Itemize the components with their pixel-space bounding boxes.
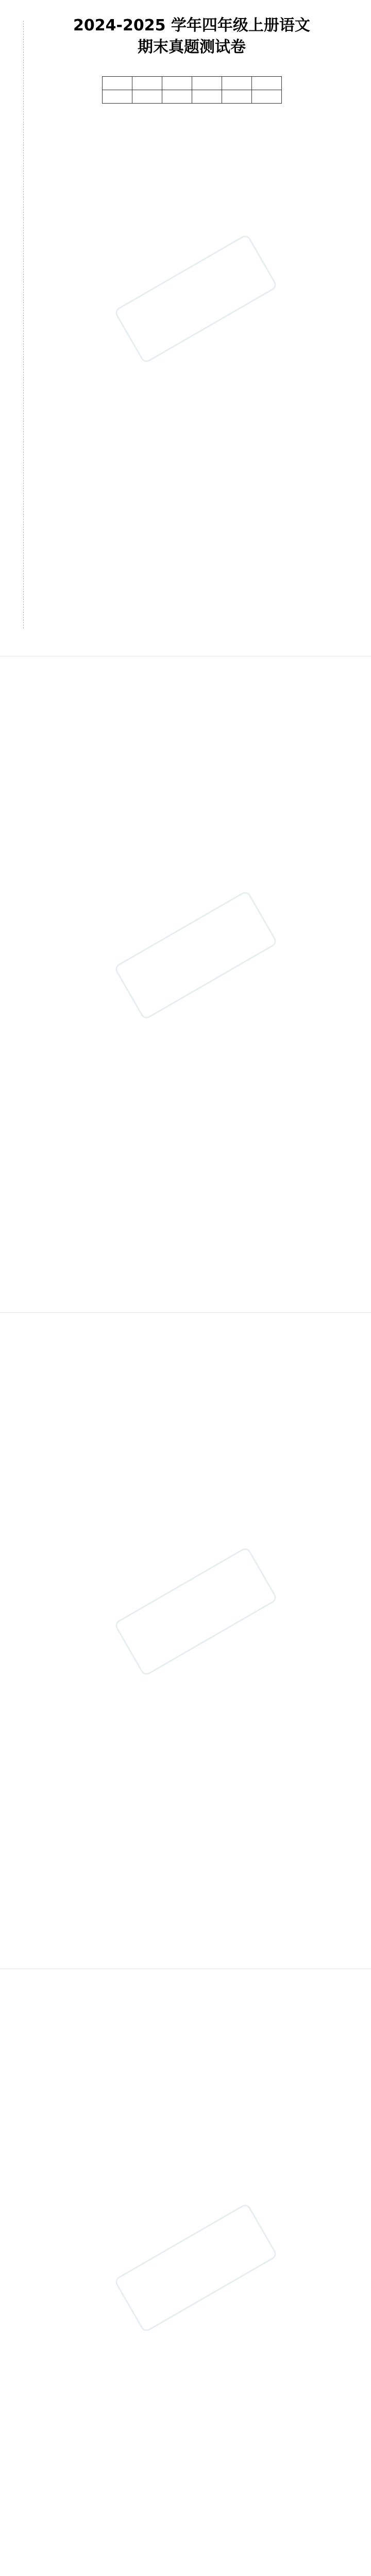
answer-text: [31, 751, 352, 767]
section-heading: [31, 1328, 352, 1344]
answer-text: [31, 2064, 352, 2079]
exam-page-2: [0, 656, 371, 1313]
exam-page-3: [0, 1313, 371, 1969]
score-table-cell: [192, 77, 222, 90]
score-table-cell: [132, 90, 162, 104]
page-footer: [0, 1295, 371, 1302]
page-content: [31, 1985, 352, 2079]
score-table-cell: [222, 77, 251, 90]
page-footer: [0, 638, 371, 646]
page-footer: [0, 1951, 371, 1958]
document-subtitle: 期末真题测试卷: [138, 38, 246, 56]
score-table: [102, 76, 282, 104]
exam-info: [31, 62, 352, 73]
score-table-cell: [102, 77, 132, 90]
answer-text: [31, 1408, 352, 1423]
score-table-cell: [132, 77, 162, 90]
watermark-logo: [113, 233, 278, 364]
score-table-cell: [251, 90, 281, 104]
score-table-header-row: [102, 77, 281, 90]
question-heading: [31, 129, 352, 144]
score-table-cell: [222, 90, 251, 104]
watermark-logo: [113, 890, 278, 1021]
score-table-cell: [192, 90, 222, 104]
score-table-score-row: [102, 90, 281, 104]
document-title: 2024-2025 学年四年级上册语文: [73, 16, 310, 35]
question-heading: [31, 2003, 352, 2018]
answer-text: [31, 190, 352, 206]
score-table-cell: [251, 77, 281, 90]
question-text: [31, 2018, 352, 2064]
watermark-logo: [113, 2202, 278, 2333]
watermark-logo: [113, 1546, 278, 1677]
page-content: [31, 1328, 352, 1423]
exam-page-1: [0, 0, 371, 656]
section-heading: [31, 1985, 352, 2000]
binding-margin: [0, 21, 24, 629]
score-table-cell: [102, 90, 132, 104]
page-content: [31, 15, 352, 206]
question-text: [31, 705, 352, 751]
section-heading: [31, 672, 352, 687]
passage-text: [31, 1361, 352, 1408]
exam-page-4: [0, 1969, 371, 2576]
question-text: [31, 144, 352, 190]
section-heading: [31, 111, 352, 126]
score-table-cell: [162, 77, 192, 90]
page-content: [31, 672, 352, 767]
question-heading: [31, 1347, 352, 1361]
score-table-cell: [162, 90, 192, 104]
question-heading: [31, 690, 352, 705]
